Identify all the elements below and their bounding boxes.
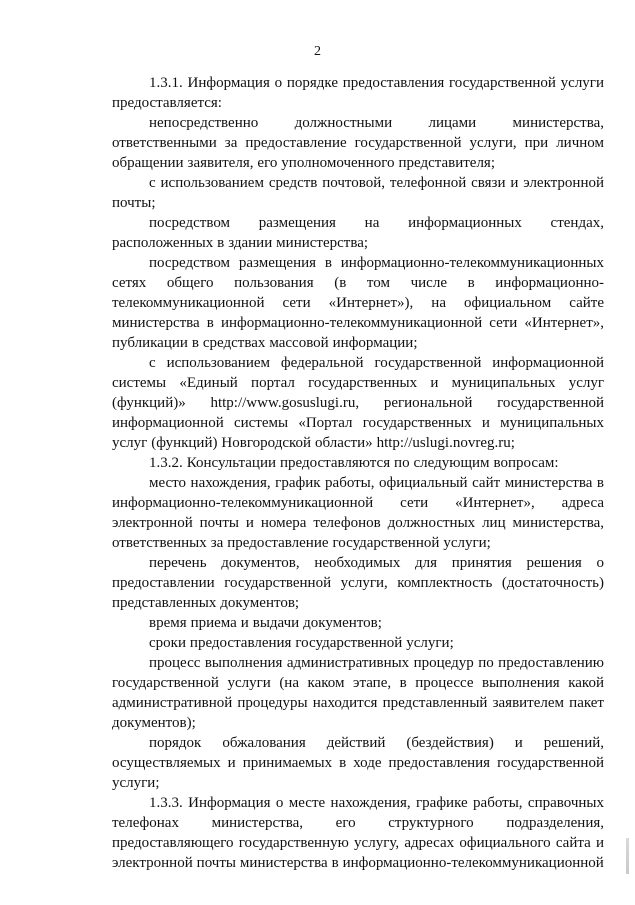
page-number: 2	[314, 44, 321, 59]
paragraph-portals: с использованием федеральной государственной информационной системы «Единый портал государственных и муниципальных услуг (функций)» http://www.gosuslugi.ru, региональной государственной информационной системы «Портал государственных и муниципальных услуг (функций) Новгородской области» http://uslugi.novreg.ru;	[112, 355, 604, 451]
paragraph-direct-contact: непосредственно должностными лицами министерства, ответственными за предоставление государственной услуги, при личном обращении заявителя, его уполномоченного представителя;	[112, 115, 604, 171]
paragraph-info-stands: посредством размещения на информационных стендах, расположенных в здании министерства;	[112, 215, 604, 251]
document-body	[112, 73, 604, 873]
paragraph-1-3-1: 1.3.1. Информация о порядке предоставления государственной услуги предоставляется:	[112, 75, 604, 111]
paragraph-procedure-process: процесс выполнения административных процедур по предоставлению государственной услуги (на каком этапе, в процессе выполнения какой административной процедуры находится представленный заявителем пакет документов);	[112, 655, 604, 731]
paragraph-mail-phone-email: с использованием средств почтовой, телефонной связи и электронной почты;	[112, 175, 604, 211]
paragraph-service-terms: сроки предоставления государственной услуги;	[149, 635, 454, 651]
paragraph-documents-list: перечень документов, необходимых для принятия решения о предоставлении государственной услуги, комплектность (достаточность) представленных документов;	[112, 555, 604, 611]
paragraph-location-schedule: место нахождения, график работы, официальный сайт министерства в информационно-телекоммуникационной сети «Интернет», адреса электронной почты и номера телефонов должностных лиц министерства, ответственных за предоставление государственной услуги;	[112, 475, 604, 551]
paragraph-internet-publication: посредством размещения в информационно-телекоммуникационных сетях общего пользования (в том числе в информационно-телекоммуникационной сети «Интернет»), на официальном сайте министерства в информационно-телекоммуникационной сети «Интернет», публикации в средствах массовой информации;	[112, 255, 604, 351]
paragraph-1-3-3: 1.3.3. Информация о месте нахождения, графике работы, справочных телефонах министерства, его структурного подразделения, предоставляющего государственную услугу, адресах официального сайта и электронной почты министерства в информационно-телекоммуникационной	[112, 795, 604, 871]
paragraph-appeal-procedure: порядок обжалования действий (бездействия) и решений, осуществляемых и принимаемых в ходе предоставления государственной услуги;	[112, 735, 604, 791]
paragraph-1-3-2: 1.3.2. Консультации предоставляются по следующим вопросам:	[149, 455, 559, 471]
paragraph-reception-time: время приема и выдачи документов;	[149, 615, 382, 631]
scan-edge-mark	[626, 838, 629, 874]
